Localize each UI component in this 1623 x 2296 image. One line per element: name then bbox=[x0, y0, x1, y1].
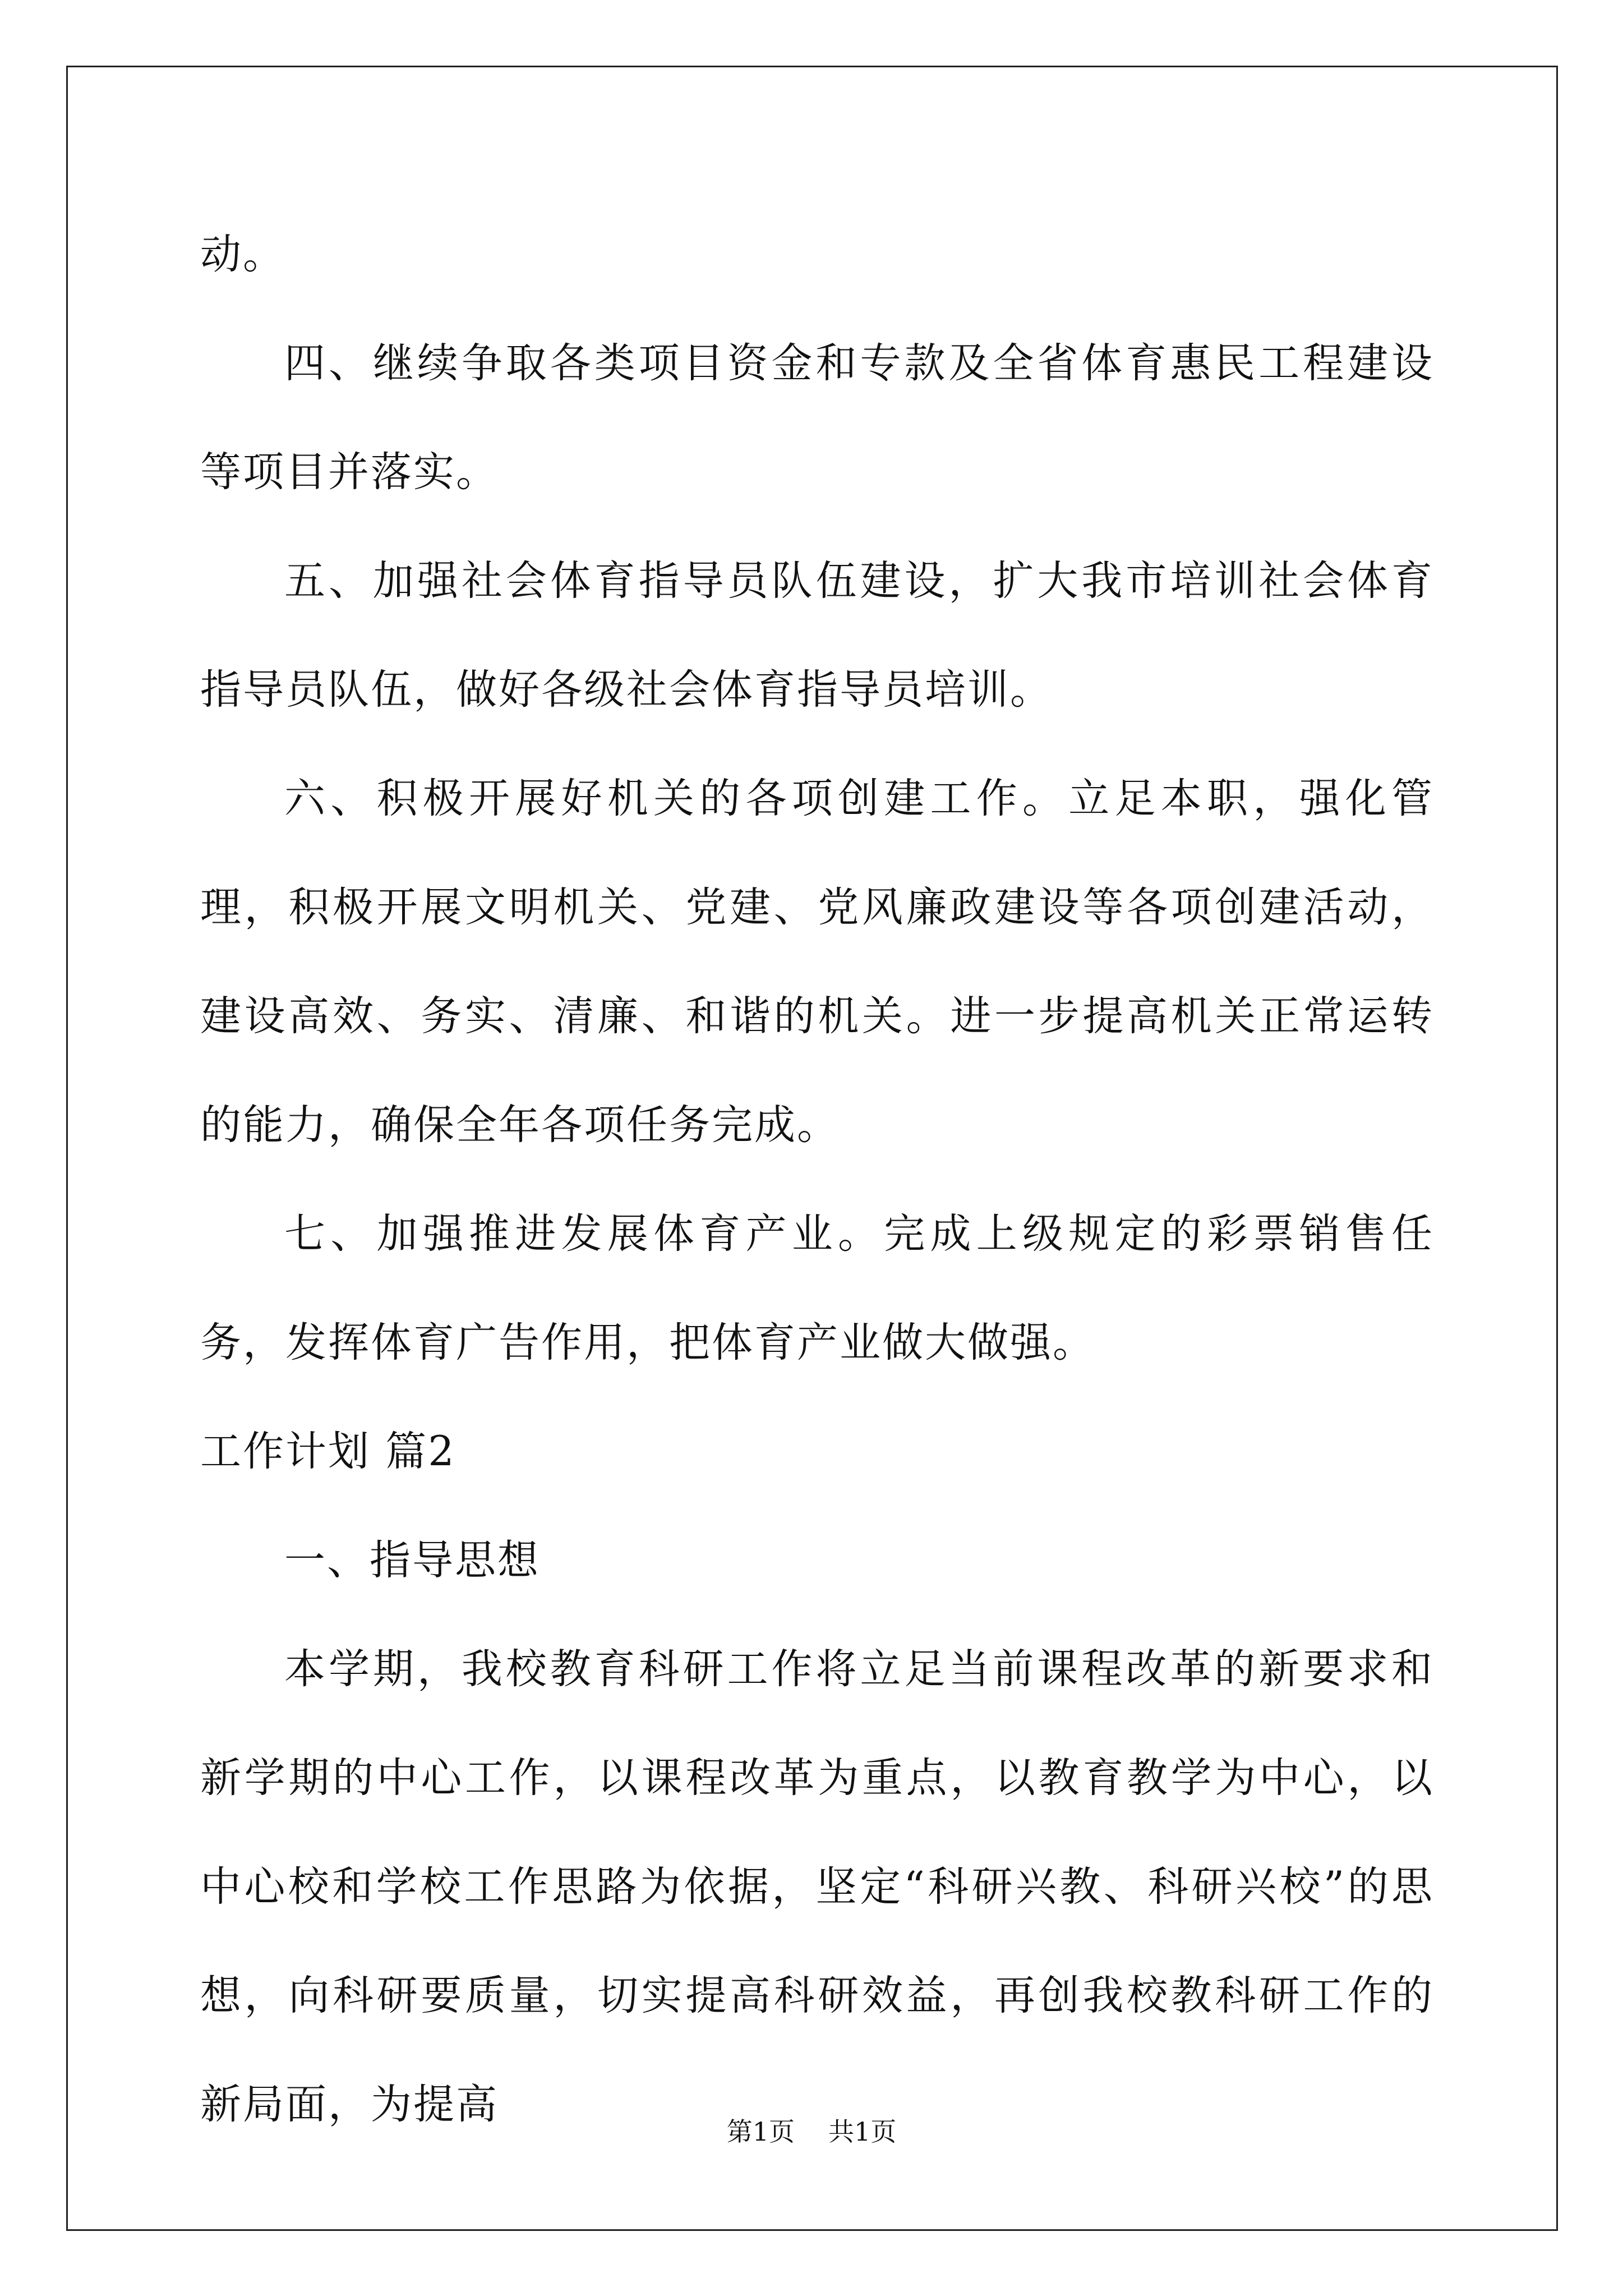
paragraph-item-six: 六、积极开展好机关的各项创建工作。立足本职，强化管理，积极开展文明机关、党建、党风廉政建设等各项创建活动，建设高效、务实、清廉、和谐的机关。进一步提高机关正常运转的能力，确保全年各项任务完成。 bbox=[200, 775, 1434, 1149]
document-body bbox=[200, 200, 1434, 2159]
paragraph-item-four: 四、继续争取各类项目资金和专款及全省体育惠民工程建设等项目并落实。 bbox=[200, 339, 1434, 496]
page-footer bbox=[0, 2115, 1623, 2148]
page-number-current: 第1页 bbox=[726, 2116, 795, 2147]
paragraph-item-five: 五、加强社会体育指导员队伍建设，扩大我市培训社会体育指导员队伍，做好各级社会体育指导员培训。 bbox=[200, 557, 1434, 714]
page-number-total: 共1页 bbox=[828, 2116, 897, 2147]
paragraph-item-seven: 七、加强推进发展体育产业。完成上级规定的彩票销售任务，发挥体育广告作用，把体育产业做大做强。 bbox=[200, 1210, 1434, 1366]
section-title: 工作计划 篇2 bbox=[200, 1428, 456, 1475]
paragraph-guiding-thought: 本学期，我校教育科研工作将立足当前课程改革的新要求和新学期的中心工作，以课程改革为重点，以教育教学为中心，以中心校和学校工作思路为依据，坚定“科研兴教、科研兴校”的思想，向科研要质量，切实提高科研效益，再创我校教科研工作的新局面，为提高 bbox=[200, 1645, 1434, 2128]
paragraph-continuation: 动。 bbox=[200, 231, 285, 278]
subsection-heading: 一、指导思想 bbox=[284, 1536, 540, 1584]
